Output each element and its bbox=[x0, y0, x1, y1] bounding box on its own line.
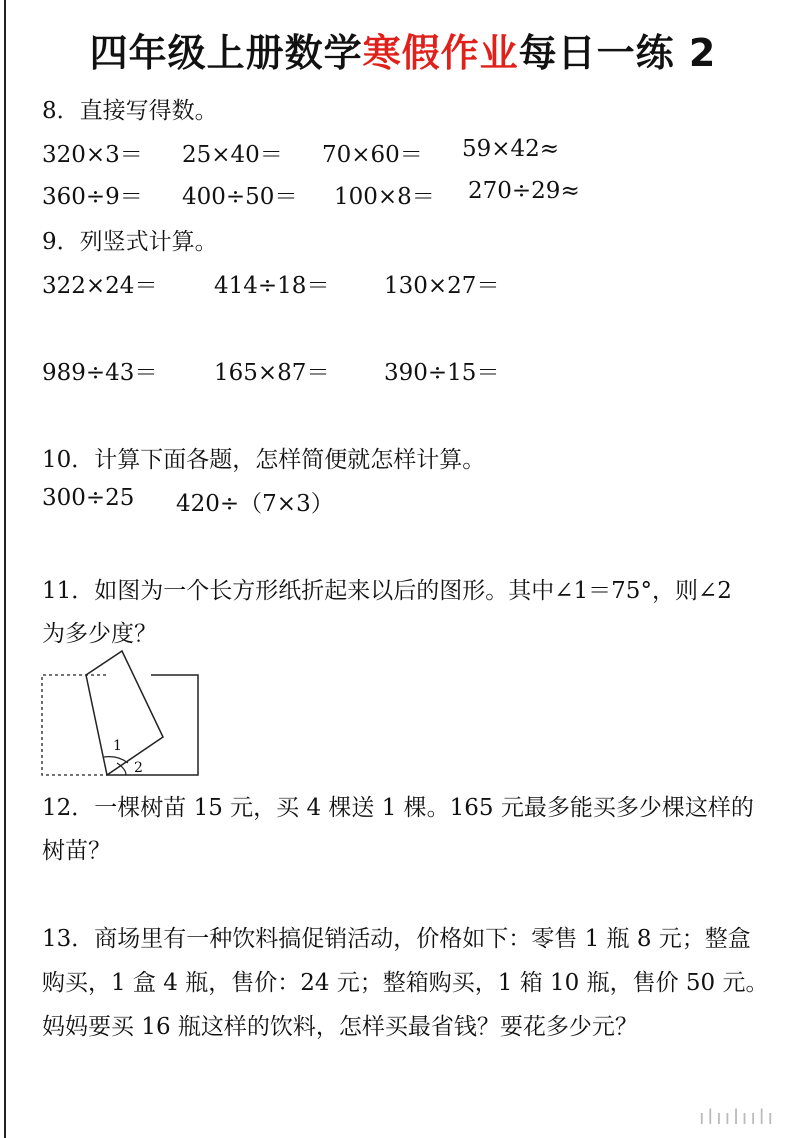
q8-heading: 8．直接写得数。 bbox=[42, 98, 218, 124]
q8-r2-c1: 360÷9＝ bbox=[42, 184, 143, 210]
q8-r1-c4: 59×42≈ bbox=[462, 136, 560, 162]
title-highlight: 寒假作业 bbox=[362, 31, 519, 75]
q12-text-line-2: 树苗？ bbox=[42, 838, 111, 864]
angle-1-arc bbox=[104, 757, 128, 763]
page-title bbox=[0, 22, 806, 77]
q11-text-line-1: 11．如图为一个长方形纸折起来以后的图形。其中∠1＝75°，则∠2 bbox=[42, 578, 732, 604]
q12-text-line-1: 12．一棵树苗 15 元，买 4 棵送 1 棵。165 元最多能买多少棵这样的 bbox=[42, 795, 754, 821]
q9-r1-c1: 322×24＝ bbox=[42, 273, 158, 299]
title-part-1: 四年级上册数学 bbox=[89, 31, 363, 75]
q8-r1-c3: 70×60＝ bbox=[322, 142, 423, 168]
q8-r2-c3: 100×8＝ bbox=[334, 184, 435, 210]
watermark-bars-icon: ılıılıılı bbox=[698, 1105, 776, 1129]
q9-r2-c1: 989÷43＝ bbox=[42, 360, 158, 386]
q8-r2-c2: 400÷50＝ bbox=[182, 184, 298, 210]
folded-flap bbox=[86, 651, 163, 775]
q13-text-line-3: 妈妈要买 16 瓶这样的饮料，怎样买最省钱？要花多少元？ bbox=[42, 1014, 638, 1040]
q9-heading: 9．列竖式计算。 bbox=[42, 229, 218, 255]
title-part-3: 每日一练 2 bbox=[518, 31, 717, 75]
q8-r1-c1: 320×3＝ bbox=[42, 142, 143, 168]
q13-text-line-2: 购买，1 盒 4 瓶，售价：24 元；整箱购买，1 箱 10 瓶，售价 50 元。 bbox=[42, 970, 769, 996]
q9-r2-c3: 390÷15＝ bbox=[384, 360, 500, 386]
angle-1-label: 1 bbox=[113, 738, 122, 754]
q11-text-line-2: 为多少度？ bbox=[42, 621, 157, 647]
left-border-line bbox=[4, 0, 6, 1138]
angle-2-label: 2 bbox=[134, 760, 143, 776]
q13-text-line-1: 13．商场里有一种饮料搞促销活动，价格如下：零售 1 瓶 8 元；整盒 bbox=[42, 926, 751, 952]
rectangle-outline bbox=[107, 675, 198, 775]
q8-r1-c2: 25×40＝ bbox=[182, 142, 283, 168]
q9-r1-c3: 130×27＝ bbox=[384, 273, 500, 299]
folded-rectangle-figure bbox=[40, 645, 210, 785]
q10-item-1: 300÷25 bbox=[42, 485, 135, 511]
q9-r1-c2: 414÷18＝ bbox=[214, 273, 330, 299]
q9-r2-c2: 165×87＝ bbox=[214, 360, 330, 386]
q8-r2-c4: 270÷29≈ bbox=[468, 178, 580, 204]
q10-item-2: 420÷（7×3） bbox=[176, 491, 334, 517]
q10-heading: 10．计算下面各题，怎样简便就怎样计算。 bbox=[42, 447, 486, 473]
